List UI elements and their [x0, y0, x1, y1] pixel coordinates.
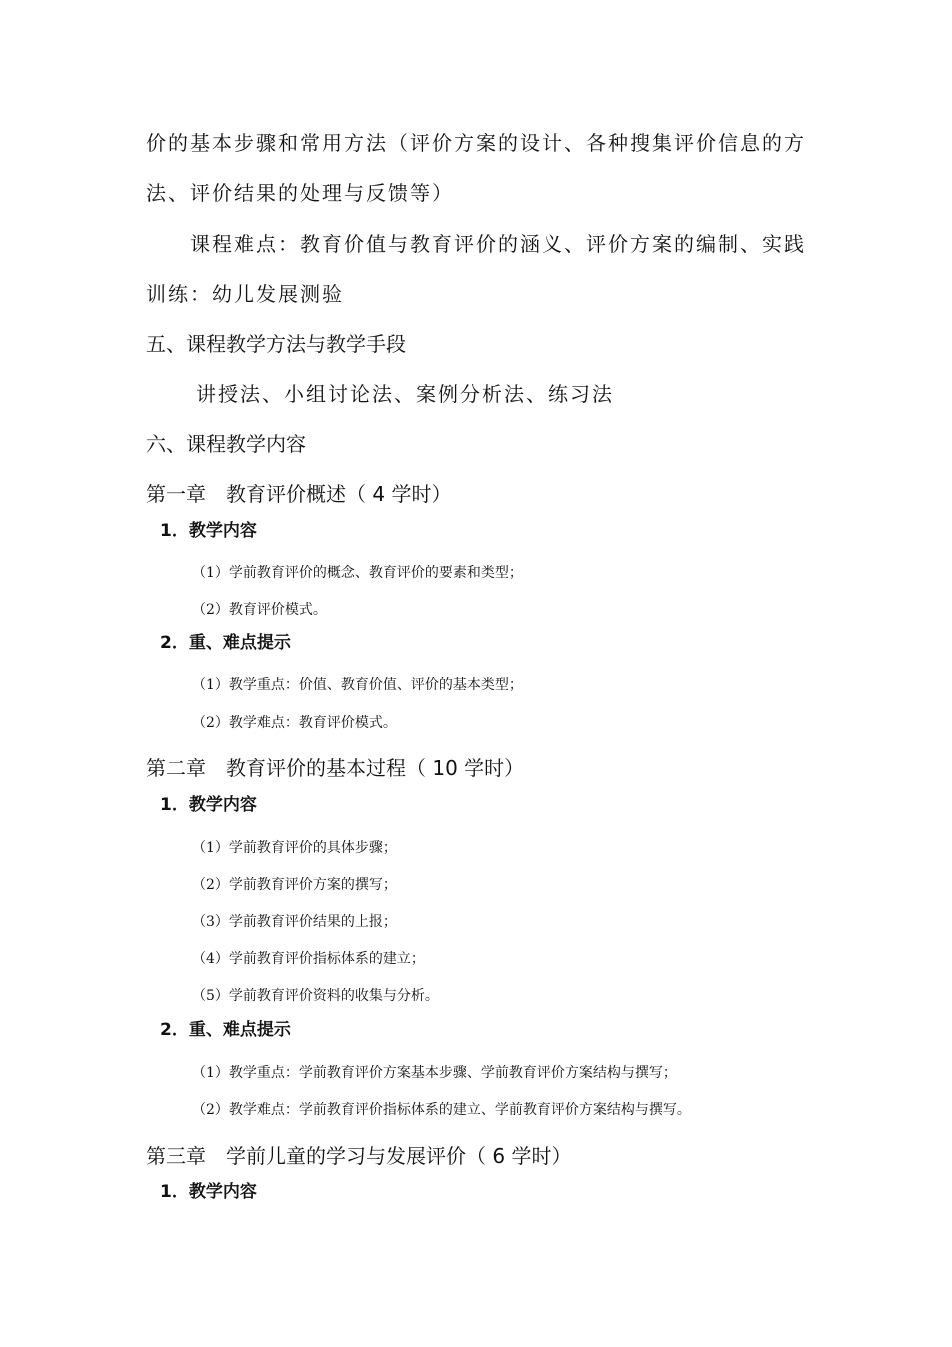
chapter-2-item: （3）学前教育评价结果的上报；: [192, 914, 397, 930]
chapter-2-key-heading: 2．重、难点提示: [160, 1020, 291, 1040]
chapter-1-key-item: （2）教学难点：教育评价模式。: [192, 715, 397, 731]
course-difficulty-line-1: 课程难点：教育价值与教育评价的涵义、评价方案的编制、实践: [190, 232, 806, 256]
section-6-heading: 六、课程教学内容: [146, 432, 306, 456]
intro-paragraph-line-2: 法、评价结果的处理与反馈等）: [146, 181, 454, 205]
chapter-1-title: 第一章 教育评价概述（ 4 学时）: [146, 482, 452, 506]
chapter-1-content-heading: 1．教学内容: [160, 521, 257, 541]
chapter-2-item: （4）学前教育评价指标体系的建立；: [192, 951, 425, 967]
intro-paragraph-line-1: 价的基本步骤和常用方法（评价方案的设计、各种搜集评价信息的方: [146, 131, 806, 155]
chapter-1-key-heading: 2．重、难点提示: [160, 633, 291, 653]
chapter-2-item: （2）学前教育评价方案的撰写；: [192, 877, 397, 893]
chapter-1-item: （1）学前教育评价的概念、教育评价的要素和类型；: [192, 565, 523, 581]
chapter-3-title: 第三章 学前儿童的学习与发展评价（ 6 学时）: [146, 1144, 572, 1168]
section-5-heading: 五、课程教学方法与教学手段: [146, 332, 406, 356]
chapter-3-content-heading: 1．教学内容: [160, 1182, 257, 1202]
chapter-2-key-item: （2）教学难点：学前教育评价指标体系的建立、学前教育评价方案结构与撰写。: [192, 1102, 691, 1118]
course-difficulty-line-2: 训练：幼儿发展测验: [146, 282, 344, 306]
chapter-2-content-heading: 1．教学内容: [160, 795, 257, 815]
chapter-2-item: （5）学前教育评价资料的收集与分析。: [192, 988, 439, 1004]
chapter-2-item: （1）学前教育评价的具体步骤；: [192, 840, 397, 856]
section-5-content: 讲授法、小组讨论法、案例分析法、练习法: [196, 382, 614, 406]
chapter-1-item: （2）教育评价模式。: [192, 602, 327, 618]
chapter-2-title: 第二章 教育评价的基本过程（ 10 学时）: [146, 756, 525, 780]
chapter-2-key-item: （1）教学重点：学前教育评价方案基本步骤、学前教育评价方案结构与撰写；: [192, 1065, 677, 1081]
chapter-1-key-item: （1）教学重点：价值、教育价值、评价的基本类型；: [192, 677, 523, 693]
